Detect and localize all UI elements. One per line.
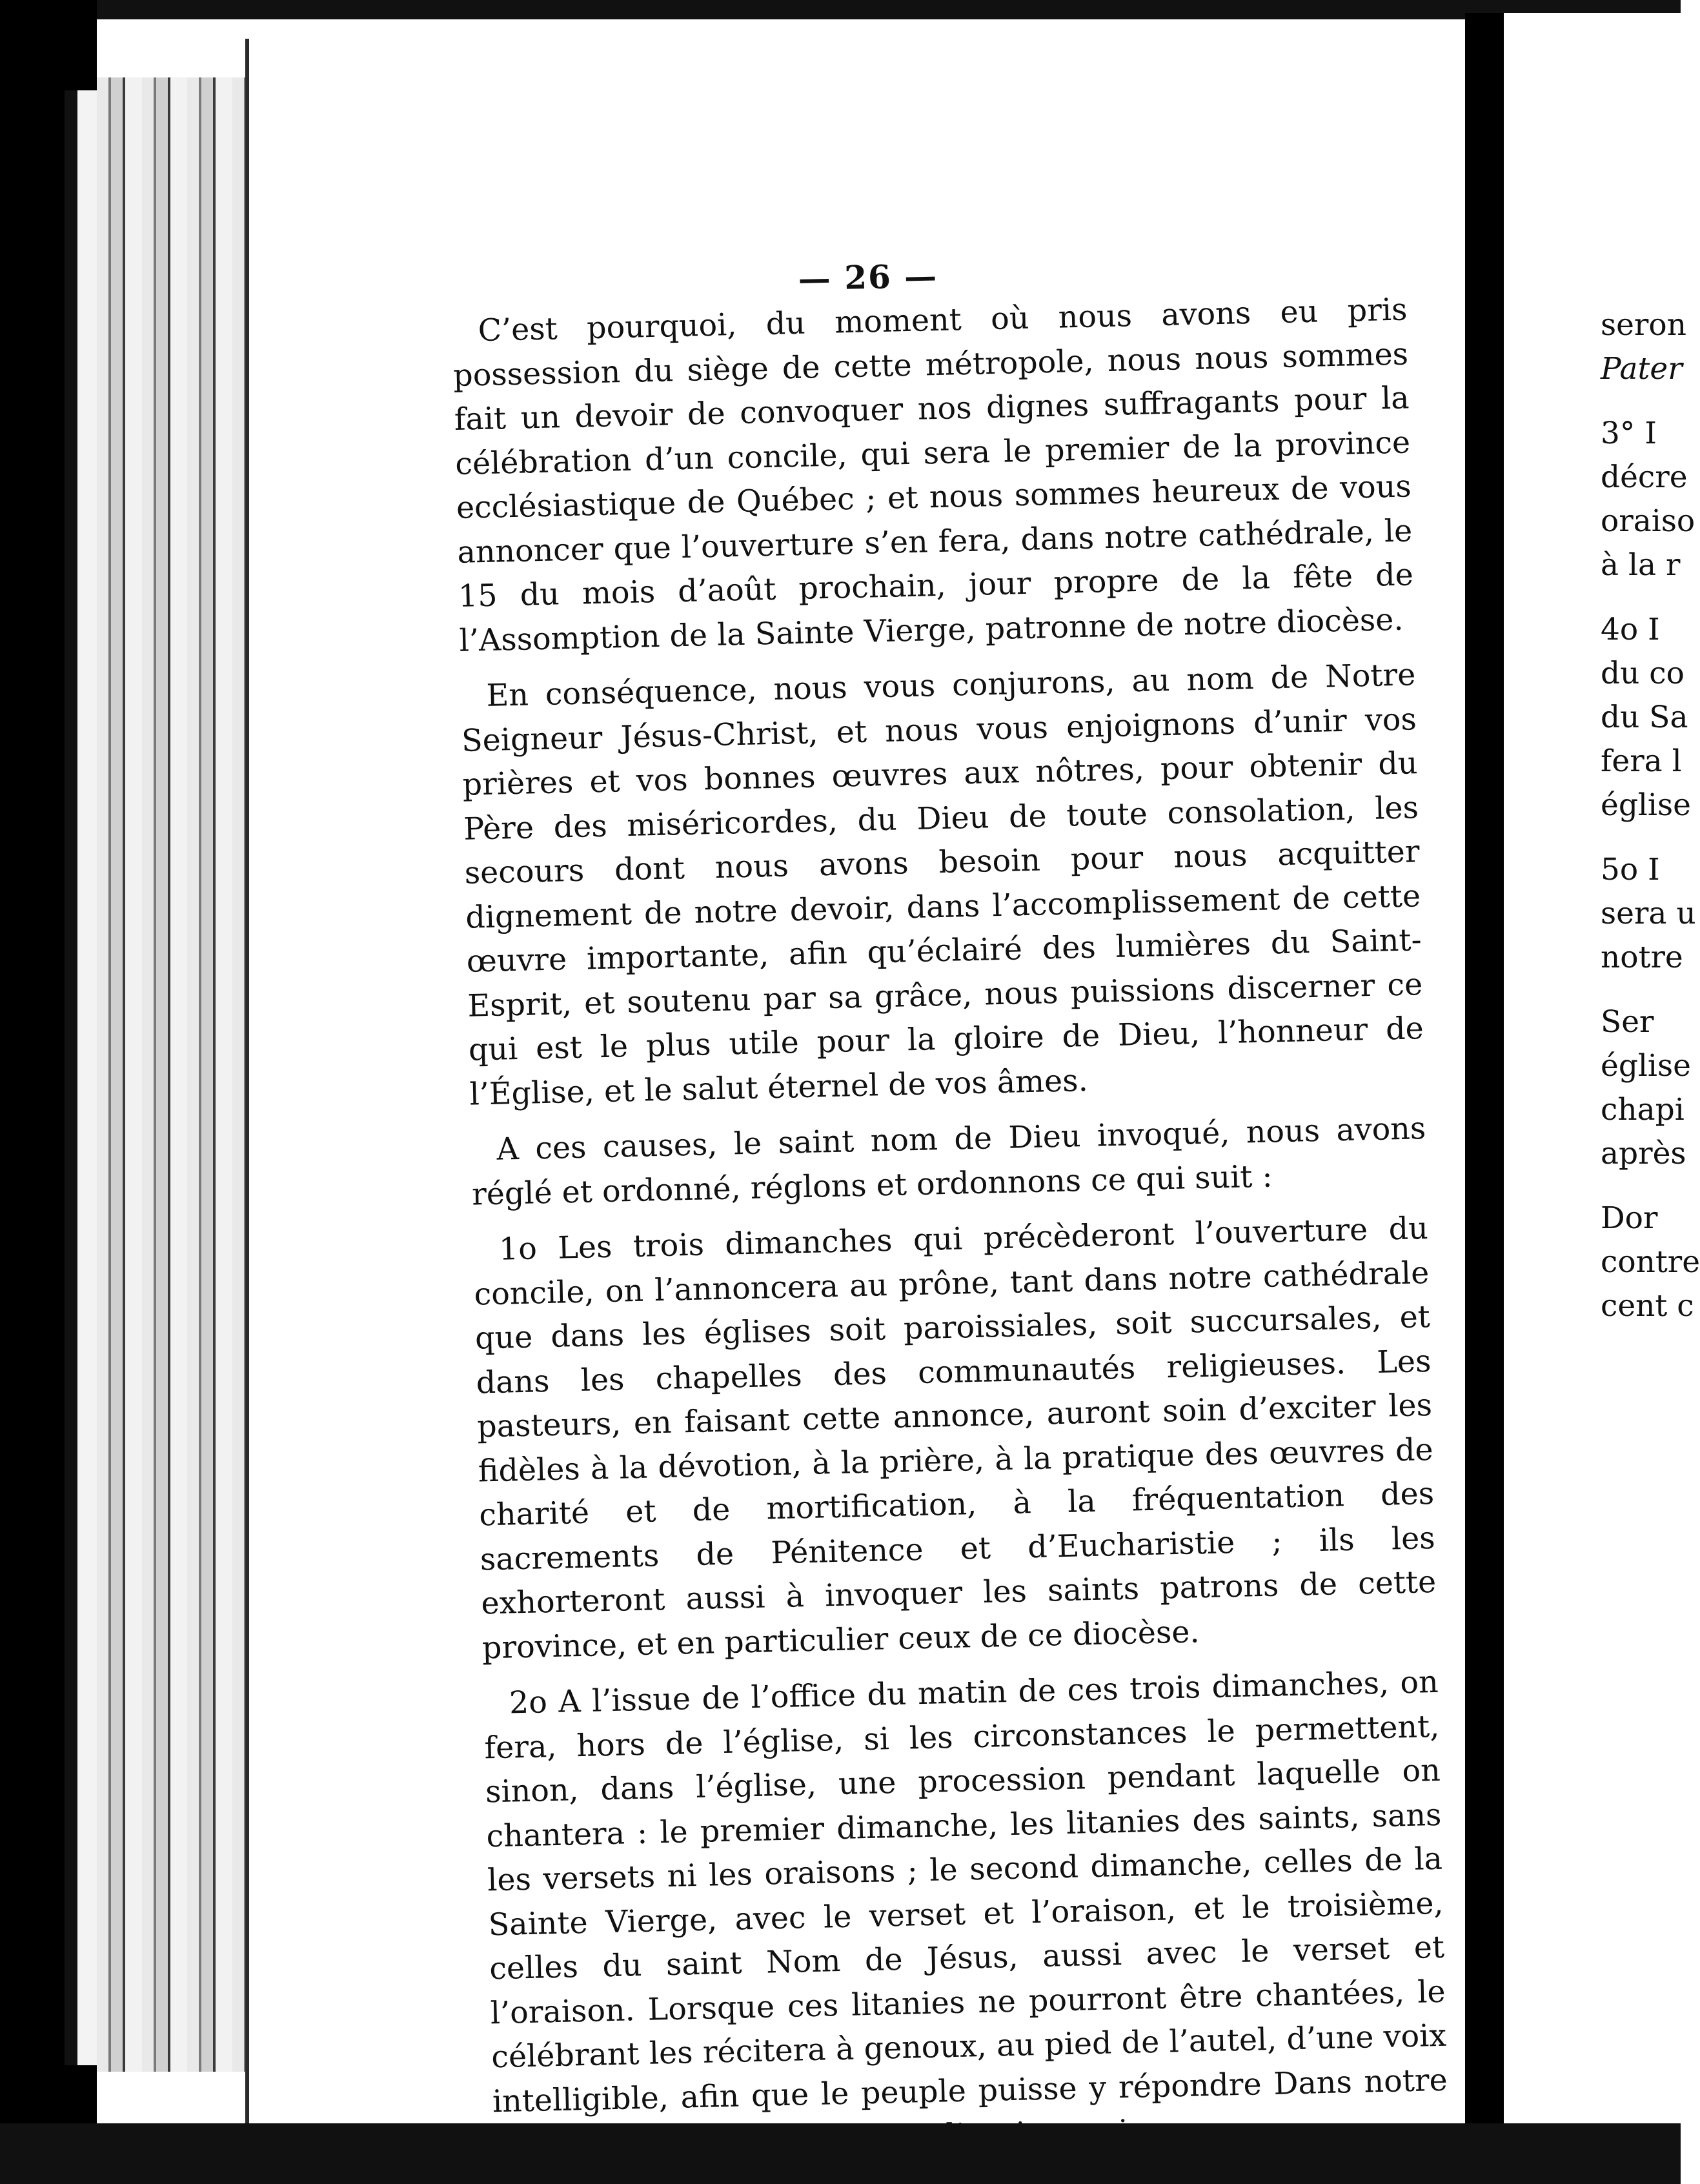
scan-bottom-edge [0,2123,1681,2184]
fragment-line: Pater [1601,351,1683,387]
paragraph: A ces causes, le saint nom de Dieu invoqué, nous avons réglé et ordonné, réglons et ordonnons ce qui suit : [471,1111,1426,1213]
fragment-line: Ser [1601,1004,1654,1040]
paragraph: 2o A l’issue de l’office du matin de ces trois dimanches, on fera, hors de l’église, si les circonstances le permettent, sinon, dans l’église, une procession pendant laquelle on chantera : le premier dimanche, les litanies des saints, sans les versets ni les oraisons ; le second dimanche, celles de la Sainte Vierge, avec le verset et l’oraison, et le troisième, celles du saint Nom de Jésus, aussi avec le verset et l’oraison. Lorsque ces litanies ne pourront être chantées, le célébrant les récitera à genoux, au pied de l’autel, d’une voix intelligible, afin que le peuple puisse y répondre Dans notre [483,1664,1448,2119]
fragment-gap [1601,827,1681,848]
fragment-line: sera u [1601,896,1696,931]
fragment-line: 4o I [1601,612,1660,647]
fragment-line: seron [1601,307,1686,343]
fragment-line: du co [1601,656,1685,691]
fragment-line: 5o I [1601,852,1660,887]
fragment-line: notre [1601,940,1683,975]
book-gutter-shadow [1465,13,1504,2181]
fragment-gap [1601,391,1681,412]
fragment-line: fera l [1601,743,1682,779]
fragment-gap [1601,587,1681,608]
paragraph: C’est pourquoi, du moment où nous avons eu pris possession du siège de cette métropole, nous nous sommes fait un devoir de convoquer nos dignes suffragants pour la célébration d’un concile, qui sera le premier de la province ecclésiastique de Québec ; et nous sommes heureux de vous annoncer que l’ouverture s’en fera, dans notre cathédrale, le 15 du mois d’août prochain, jour propre de la fête de l’Assomption de la Sainte Vierge, patronne de notre diocèse. [452,292,1414,659]
fragment-gap [1601,980,1681,1000]
fragment-line: décre [1601,460,1688,495]
fragment-line: cent c [1601,1288,1694,1324]
paragraph: 1o Les trois dimanches qui précèderont l’ouverture du concile, on l’annoncera au prône, tant dans notre cathédrale que dans les églises soit paroissiales, soit succursales, et dans les chapelles des communautés religieuses. Les pasteurs, en faisant cette annonce, auront soin d’exciter les fidèles à la dévotion, à la prière, à la pratique des œuvres de charité et de mortification, à la fréquentation des sacrements de Pénitence et d’Eucharistie ; ils les exhorteront aussi à invoquer les saints patrons de cette province, et en particulier ceux de ce diocèse. [473,1211,1437,1666]
page-stack-edges [97,77,245,2072]
scan-top-edge [0,0,1681,19]
page-number: — 26 — [798,256,938,298]
page-body-text [452,288,1449,2179]
fragment-line: contre [1601,1244,1700,1280]
fragment-line: église [1601,1048,1691,1084]
fragment-line: chapi [1601,1092,1685,1127]
paragraph: En conséquence, nous vous conjurons, au nom de Notre Seigneur Jésus-Christ, et nous vous enjoignons d’unir vos prières et vos bonnes œuvres aux nôtres, pour obtenir du Père des miséricordes, du Dieu de toute consolation, les secours dont nous avons besoin pour nous acquitter dignement de notre devoir, dans l’accomplissement de cette œuvre importante, afin qu’éclairé des lumières du Saint-Esprit, et soutenu par sa grâce, nous puissions discerner ce qui est le plus utile pour la gloire de Dieu, l’honneur de l’Église, et le salut éternel de vos âmes. [461,657,1424,1113]
fragment-line: à la r [1601,547,1681,583]
fragment-gap [1601,1176,1681,1197]
fragment-line: du Sa [1601,700,1688,735]
fragment-line: oraiso [1601,503,1695,539]
fragment-line: Dor [1601,1200,1658,1236]
fragment-line: église [1601,787,1691,823]
fragment-line: après [1601,1136,1686,1171]
fragment-line: 3° I [1601,416,1657,451]
facing-page-text-fragment [1601,303,1700,1324]
